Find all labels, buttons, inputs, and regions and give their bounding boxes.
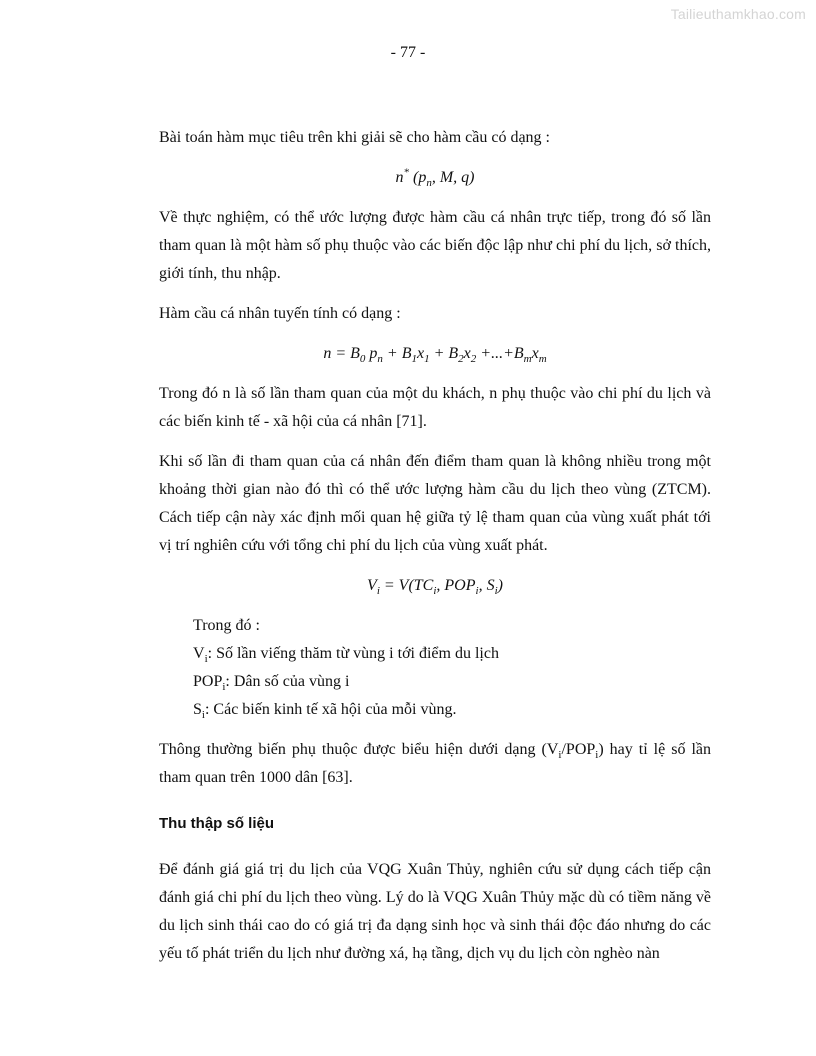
paragraph: Để đánh giá giá trị du lịch của VQG Xuân Thủy, nghiên cứu sử dụng cách tiếp cận đánh giá chi phí du lịch theo vùng. Lý do là VQG Xuân Thủy mặc dù có tiềm năng về du lịch sinh thái cao do có giá trị đa dạng sinh học và sinh thái độc đáo nhưng do các yếu tố phát triển du lịch như đường xá, hạ tầng, dịch vụ du lịch còn nghèo nàn	[159, 861, 711, 962]
paragraph: Bài toán hàm mục tiêu trên khi giải sẽ cho hàm cầu có dạng :	[159, 129, 550, 146]
paragraph: Trong đó n là số lần tham quan của một du khách, n phụ thuộc vào chi phí du lịch và các biến kinh tế - xã hội của cá nhân [71].	[159, 385, 711, 430]
formula-linear-demand: $n = B_0$ $p_n + B_1x_1 + B_2x_2 +...+B_mx_m$	[323, 345, 547, 366]
formula-zonal-visits: $V_i = V(TC_i$, $POP_i$, $S_i$)	[367, 577, 503, 598]
watermark: Tailieuthamkhao.com	[670, 6, 806, 22]
definition-vi: $V_i$: Số lần viếng thăm từ vùng i tới điểm du lịch	[193, 645, 499, 666]
document-body	[159, 124, 711, 968]
definition-popi: $POP_i$: Dân số của vùng i	[193, 673, 350, 694]
definition-si: $S_i$: Các biến kinh tế xã hội của mỗi vùng.	[193, 701, 457, 722]
section-heading: Thu thập số liệu	[159, 815, 274, 832]
paragraph: Thông thường biến phụ thuộc được biểu hiện dưới dạng $(V_i/POP_i)$ hay tỉ lệ số lần tham quan trên 1000 dân [63].	[159, 741, 712, 786]
formula-demand-function: n* ($p_n$, M, q)	[395, 166, 475, 190]
definitions-intro: Trong đó :	[193, 617, 260, 634]
page-number: - 77 -	[390, 44, 426, 61]
variable-definitions	[159, 612, 711, 724]
paragraph: Về thực nghiệm, có thể ước lượng được hàm cầu cá nhân trực tiếp, trong đó số lần tham quan là một hàm số phụ thuộc vào các biến độc lập như chi phí du lịch, sở thích, giới tính, thu nhập.	[159, 209, 711, 282]
paragraph: Khi số lần đi tham quan của cá nhân đến điểm tham quan là không nhiều trong một khoảng thời gian nào đó thì có thể ước lượng hàm cầu du lịch theo vùng (ZTCM). Cách tiếp cận này xác định mối quan hệ giữa tỷ lệ tham quan của vùng xuất phát tới vị trí nghiên cứu với tổng chi phí du lịch của vùng xuất phát.	[159, 453, 711, 554]
paragraph: Hàm cầu cá nhân tuyến tính có dạng :	[159, 305, 401, 322]
